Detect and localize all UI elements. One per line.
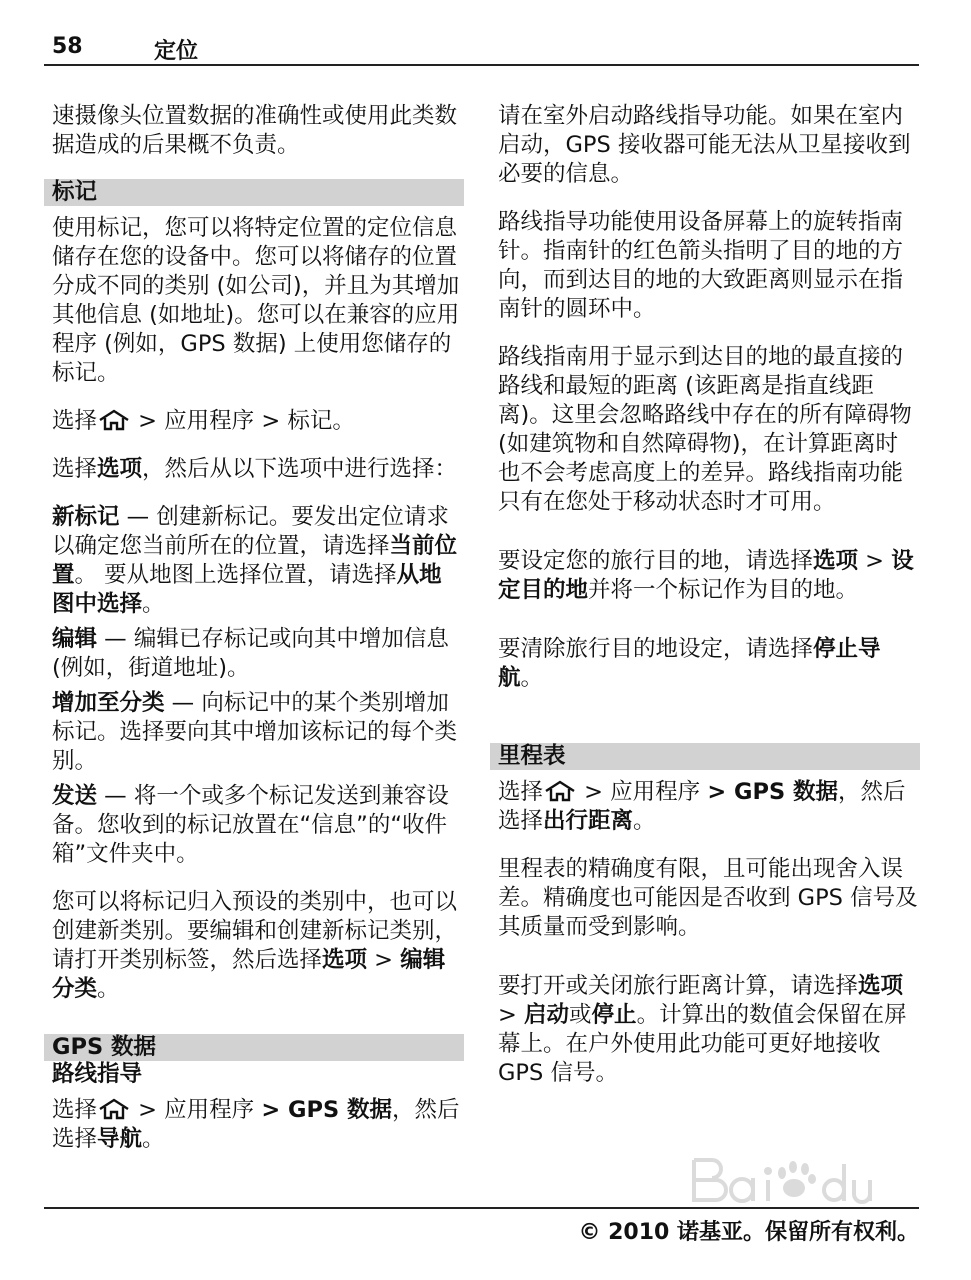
- baidu-watermark-logo: [682, 1140, 912, 1215]
- outdoor-paragraph: 请在室外启动路线指导功能。如果在室内启动，GPS 接收器可能无法从卫星接收到必要的信息。: [498, 103, 911, 187]
- straight-line-paragraph: 路线指南用于显示到达目的地的最直接的路线和最短的距离 (该距离是指直线距离)。这里会忽略路线中存在的所有障碍物 (如建筑物和自然障碍物)，在计算距离时也不会考虑高度上的差异。路线指南功能只有在您处于移动状态时才可用。: [498, 344, 912, 515]
- right-column: [490, 102, 920, 1107]
- options-paragraph: 选择选项，然后从以下选项中进行选择：: [52, 456, 458, 482]
- stop-navigation-paragraph: 要清除旅行目的地设定，请选择停止导航。: [498, 636, 881, 691]
- option-add-to-category: 增加至分类 — 向标记中的某个类别增加标记。选择要向其中增加该标记的每个类别。: [52, 690, 458, 774]
- option-new-landmark: 新标记 — 创建新标记。要发出定位请求以确定您当前所在的位置，请选择当前位置。 要从地图上选择位置，请选择从地图中选择。: [52, 504, 458, 617]
- page-number: 58: [52, 34, 83, 59]
- odometer-nav-path: 选择 > 应用程序 > GPS 数据，然后选择出行距离。: [498, 779, 906, 834]
- section-title: 定位: [154, 39, 199, 64]
- accuracy-paragraph: 里程表的精确度有限，且可能出现舍入误差。精确度也可能因是否收到 GPS 信号及其质量而受到影响。: [498, 856, 918, 940]
- option-edit: 编辑 — 编辑已存标记或向其中增加信息 (例如，街道地址)。: [52, 626, 449, 681]
- landmarks-nav-path: 选择 > 应用程序 > 标记。: [52, 408, 355, 434]
- heading-gps-data: GPS 数据: [44, 1034, 464, 1061]
- home-icon: [543, 780, 577, 802]
- set-destination-paragraph: 要设定您的旅行目的地，请选择选项 > 设定目的地并将一个标记作为目的地。: [498, 548, 914, 603]
- categories-paragraph: 您可以将标记归入预设的类别中，也可以创建新类别。要编辑和创建新标记类别，请打开类别标签，然后选择选项 > 编辑分类。: [52, 889, 458, 1002]
- heading-odometer: 里程表: [490, 743, 920, 770]
- page-header: [44, 30, 919, 66]
- option-send: 发送 — 将一个或多个标记发送到兼容设备。您收到的标记放置在“信息”的“收件箱”文件夹中。: [52, 783, 449, 867]
- gps-nav-path: 选择 > 应用程序 > GPS 数据，然后选择导航。: [52, 1097, 460, 1152]
- copyright-footer: © 2010 诺基亚。保留所有权利。: [578, 1220, 919, 1245]
- landmarks-paragraph: 使用标记，您可以将特定位置的定位信息储存在您的设备中。您可以将储存的位置分成不同的类别 (如公司)，并且为其增加其他信息 (如地址)。您可以在兼容的应用程序 (例如，GPS 数据) 上使用您储存的标记。: [52, 215, 460, 386]
- heading-landmarks: 标记: [44, 179, 464, 206]
- left-column: [44, 102, 464, 1173]
- footer-divider: [44, 1207, 919, 1209]
- home-icon: [97, 409, 131, 431]
- home-icon: [97, 1098, 131, 1120]
- toggle-trip-paragraph: 要打开或关闭旅行距离计算，请选择选项 > 启动或停止。计算出的数值会保留在屏幕上。在户外使用此功能可更好地接收 GPS 信号。: [498, 973, 907, 1086]
- compass-paragraph: 路线指导功能使用设备屏幕上的旋转指南针。指南针的红色箭头指明了目的地的方向，而到达目的地的大致距离则显示在指南针的圆环中。: [498, 209, 904, 322]
- intro-paragraph: 速摄像头位置数据的准确性或使用此类数据造成的后果概不负责。: [52, 103, 458, 158]
- heading-route-guidance: 路线指导: [44, 1061, 464, 1088]
